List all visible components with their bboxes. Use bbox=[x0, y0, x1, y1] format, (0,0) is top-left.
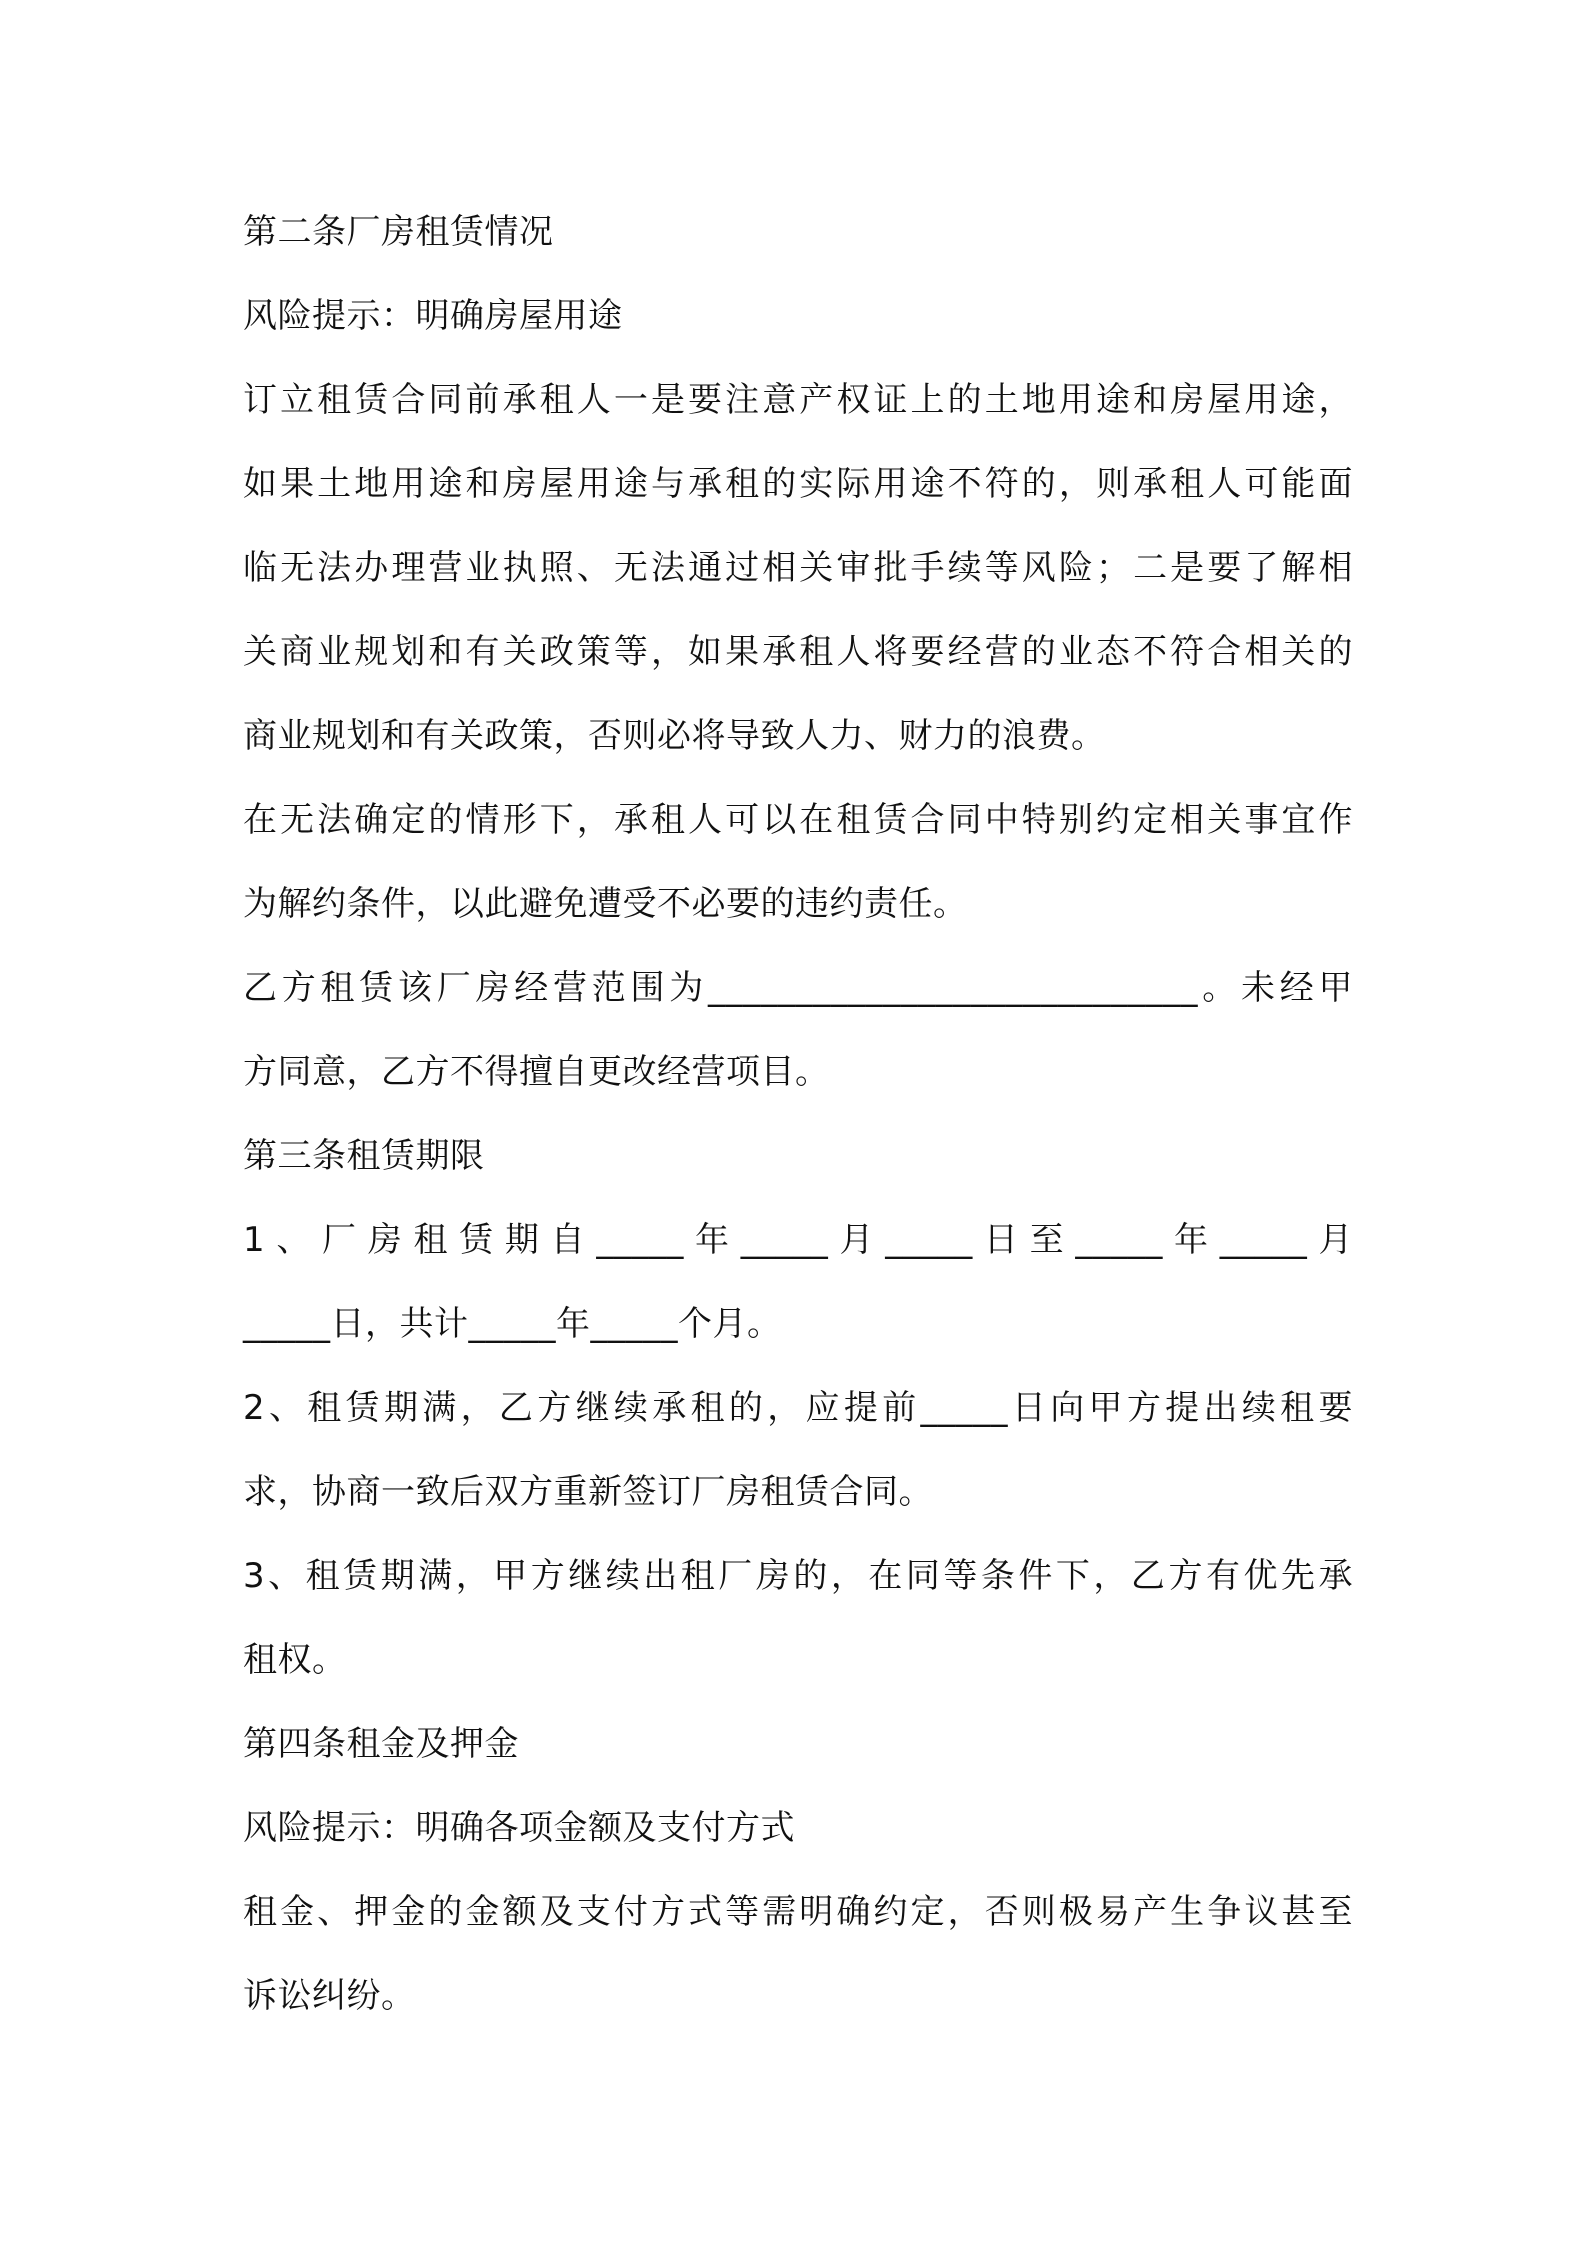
paragraph-line: 为解约条件，以此避免遭受不必要的违约责任。 bbox=[243, 884, 968, 924]
paragraph-line: 租金、押金的金额及支付方式等需明确约定，否则极易产生争议甚至 bbox=[243, 1892, 1353, 1932]
paragraph-line: 临无法办理营业执照、无法通过相关审批手续等风险；二是要了解相 bbox=[243, 548, 1353, 588]
paragraph-line: 在无法确定的情形下，承租人可以在租赁合同中特别约定相关事宜作 bbox=[243, 800, 1353, 840]
article-2-heading: 第二条厂房租赁情况 bbox=[243, 212, 554, 252]
paragraph-line: 订立租赁合同前承租人一是要注意产权证上的土地用途和房屋用途， bbox=[243, 380, 1353, 420]
lease-term-clause-2: 2、租赁期满，乙方继续承租的，应提前_____日向甲方提出续租要 bbox=[243, 1388, 1353, 1428]
business-scope-line: 乙方租赁该厂房经营范围为____________________________。未经甲 bbox=[243, 968, 1353, 1008]
article-3-heading: 第三条租赁期限 bbox=[243, 1136, 485, 1176]
paragraph-line: 如果土地用途和房屋用途与承租的实际用途不符的，则承租人可能面 bbox=[243, 464, 1353, 504]
lease-term-clause-2-cont: 求，协商一致后双方重新签订厂房租赁合同。 bbox=[243, 1472, 933, 1512]
paragraph-line: 商业规划和有关政策，否则必将导致人力、财力的浪费。 bbox=[243, 716, 1106, 756]
lease-term-clause-1: 1、厂房租赁期自_____年_____月_____日至_____年_____月 bbox=[243, 1220, 1353, 1260]
paragraph-line: 关商业规划和有关政策等，如果承租人将要经营的业态不符合相关的 bbox=[243, 632, 1353, 672]
lease-term-clause-3: 3、租赁期满，甲方继续出租厂房的，在同等条件下，乙方有优先承 bbox=[243, 1556, 1353, 1596]
article-4-heading: 第四条租金及押金 bbox=[243, 1724, 519, 1764]
paragraph-line: 方同意，乙方不得擅自更改经营项目。 bbox=[243, 1052, 830, 1092]
lease-term-clause-1-cont: _____日，共计_____年_____个月。 bbox=[243, 1304, 782, 1344]
lease-term-clause-3-cont: 租权。 bbox=[243, 1640, 347, 1680]
paragraph-line: 诉讼纠纷。 bbox=[243, 1976, 416, 2016]
document-page bbox=[243, 190, 1353, 2038]
risk-tip-payment: 风险提示：明确各项金额及支付方式 bbox=[243, 1808, 795, 1848]
risk-tip-house-use: 风险提示：明确房屋用途 bbox=[243, 296, 623, 336]
